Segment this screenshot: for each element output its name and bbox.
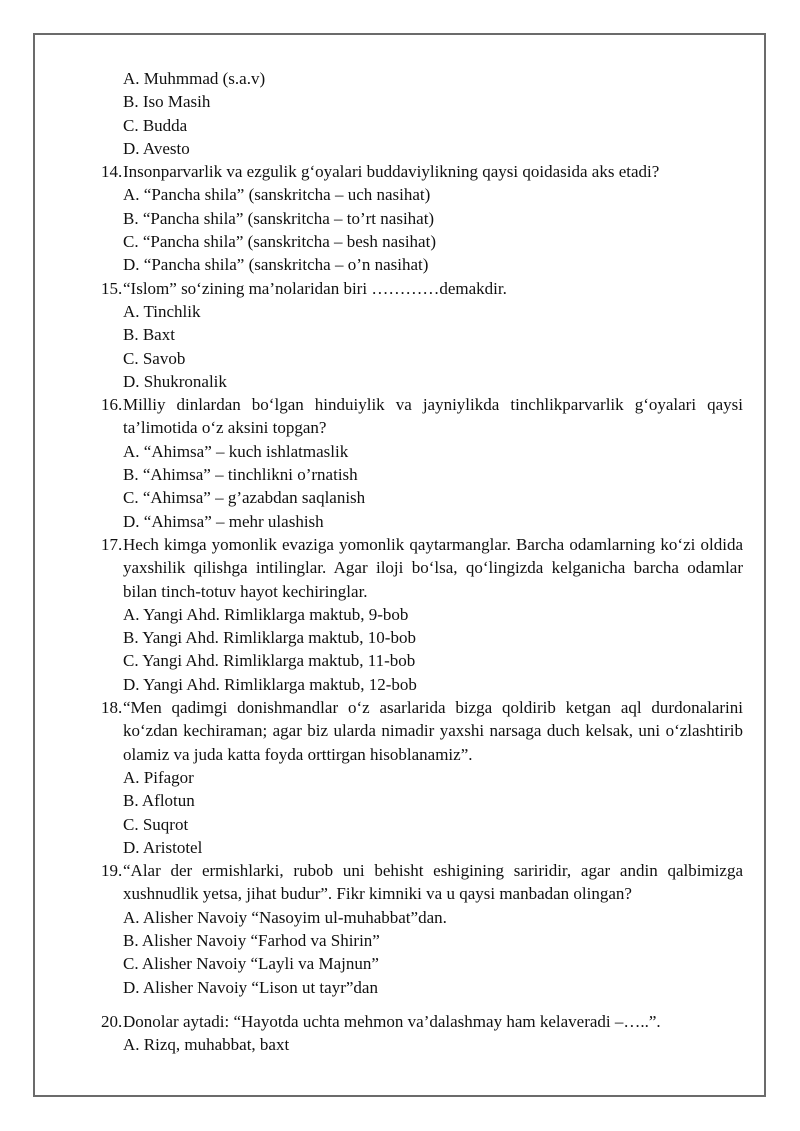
question-number: 17. [101,534,123,554]
option-d: D. Yangi Ahd. Rimliklarga maktub, 12-bob [123,674,417,694]
option-b: B. Iso Masih [123,92,211,112]
question-text: Milliy dinlardan bo‘lgan hinduiylik va jayniylikda tinchlikparvarlik g‘oyalari qaysi ta’limotida o‘z aksini topgan? [123,395,743,438]
question-17 [101,533,743,696]
option-a: A. Yangi Ahd. Rimliklarga maktub, 9-bob [123,604,409,624]
question-number: 16. [101,395,123,415]
option-b: B. “Ahimsa” – tinchlikni o’rnatish [123,465,358,485]
option-d: D. Alisher Navoiy “Lison ut tayr”dan [123,977,378,997]
quiz-content [101,67,743,1056]
option-a: A. “Pancha shila” (sanskritcha – uch nasihat) [123,185,431,205]
option-c: C. Yangi Ahd. Rimliklarga maktub, 11-bob [123,651,416,671]
option-c: C. “Ahimsa” – g’azabdan saqlanish [123,488,366,508]
option-a: A. Tinchlik [123,301,201,321]
question-18 [101,696,743,859]
option-b: B. Alisher Navoiy “Farhod va Shirin” [123,930,380,950]
option-d: D. “Pancha shila” (sanskritcha – o’n nasihat) [123,255,429,275]
option-b: B. Aflotun [123,791,195,811]
spacer [101,999,743,1010]
question-15 [101,277,743,393]
question-text: Insonparvarlik va ezgulik g‘oyalari buddaviylikning qaysi qoidasida aks etadi? [123,162,660,182]
option-b: B. Yangi Ahd. Rimliklarga maktub, 10-bob [123,628,416,648]
question-number: 20. [101,1011,123,1031]
question-20 [101,1010,743,1057]
option-c: C. Suqrot [123,814,189,834]
option-c: C. Savob [123,348,186,368]
question-number: 15. [101,278,123,298]
question-text: “Alar der ermishlarki, rubob uni behisht eshigining sariridir, agar andin qalbimizga xushnudlik yetsa, jihat budur”. Fikr kimniki va u qaysi manbadan olingan? [123,861,743,904]
question-text: Hech kimga yomonlik evaziga yomonlik qaytarmanglar. Barcha odamlarning ko‘zi oldida yaxshilik qilishga intilinglar. Agar iloji bo‘lsa, qo‘lingizda kelganicha barcha odamlar bilan tinch-totuv hayot kechiringlar. [123,534,743,601]
option-a: A. Rizq, muhabbat, baxt [123,1035,290,1055]
option-a: A. Pifagor [123,767,194,787]
option-d: D. Avesto [123,138,190,158]
question-number: 18. [101,698,123,718]
question-19 [101,859,743,999]
option-c: C. Alisher Navoiy “Layli va Majnun” [123,954,379,974]
option-c: C. Budda [123,115,188,135]
option-d: D. “Ahimsa” – mehr ulashish [123,511,324,531]
question-16 [101,393,743,533]
question-number: 19. [101,861,123,881]
question-text: “Men qadimgi donishmandlar o‘z asarlarida bizga qoldirib ketgan aql durdonalarini ko‘zdan kechiraman; agar biz ularda nimadir yaxshi narsaga duch kelsak, uni o‘zlashtirib olamiz va juda katta foyda orttirgan hisoblanamiz”. [123,698,743,764]
question-14 [101,160,743,276]
option-b: B. “Pancha shila” (sanskritcha – to’rt nasihat) [123,208,435,228]
question-number: 14. [101,162,123,182]
option-a: A. Muhmmad (s.a.v) [123,69,266,88]
option-b: B. Baxt [123,325,175,345]
question-text: Donolar aytadi: “Hayotda uchta mehmon va’dalashmay ham kelaveradi –…..”. [123,1011,661,1031]
option-c: C. “Pancha shila” (sanskritcha – besh nasihat) [123,232,436,252]
previous-question-options [101,67,743,160]
option-a: A. “Ahimsa” – kuch ishlatmaslik [123,441,349,461]
option-a: A. Alisher Navoiy “Nasoyim ul-muhabbat”dan. [123,907,447,927]
option-d: D. Aristotel [123,837,203,857]
option-d: D. Shukronalik [123,371,227,391]
question-text: “Islom” so‘zining ma’nolaridan biri …………demakdir. [123,278,507,298]
